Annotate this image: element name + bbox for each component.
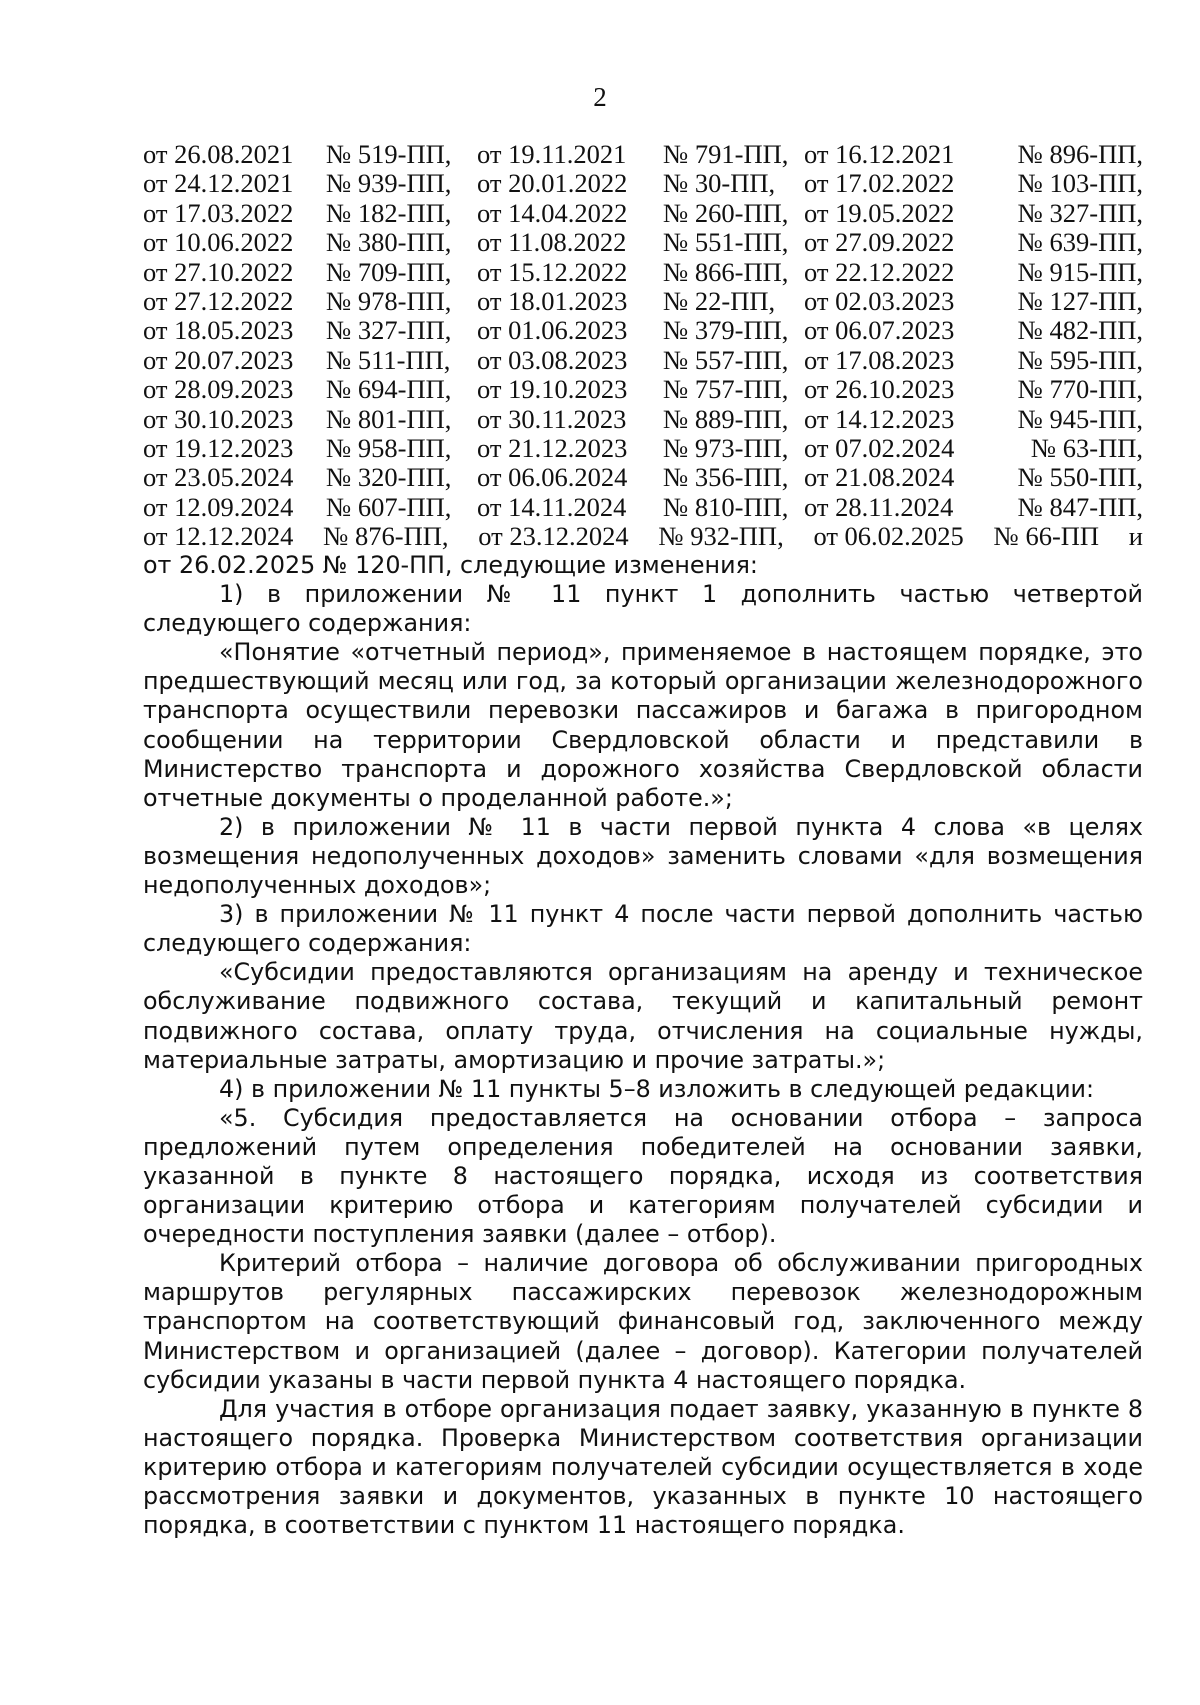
reference-number: № 103-ПП, — [1017, 168, 1143, 199]
reference-date: от 18.01.2023 — [477, 285, 628, 316]
resolution-reference-list — [143, 140, 1143, 551]
reference-number: № 482-ПП, — [1017, 315, 1143, 346]
reference-date: от 19.05.2022 — [804, 197, 955, 228]
reference-number: № 551-ПП, — [663, 227, 789, 258]
reference-number: № 945-ПП, — [1017, 403, 1143, 434]
reference-number: № 379-ПП, — [663, 315, 789, 346]
reference-date: от 11.08.2022 — [477, 227, 627, 258]
reference-row — [143, 169, 1143, 198]
reference-date: от 30.10.2023 — [143, 403, 294, 434]
reference-date: от 12.09.2024 — [143, 491, 294, 522]
reference-row — [143, 228, 1143, 257]
quoted-text: «Понятие «отчетный период», применяемое в настоящем порядке, это предшествующий месяц или год, за который организации железнодорожного транспорта осуществили перевозки пассажиров и багажа в пригородном сообщении на территории Свердловской области и представили в Министерство транспорта и дорожного хозяйства Свердловской области отчетные документы о проделанной работе.»; — [143, 638, 1143, 812]
reference-date: от 27.09.2022 — [804, 227, 955, 258]
reference-number: № 380-ПП, — [326, 227, 452, 258]
reference-number: № 327-ПП, — [1017, 197, 1143, 228]
reference-date: от 14.11.2024 — [477, 491, 627, 522]
reference-date: от 21.08.2024 — [804, 462, 955, 493]
quoted-text: «5. Субсидия предоставляется на основании отбора – запроса предложений путем определения победителей на основании заявки, указанной в пункте 8 настоящего порядка, исходя из соответствия организации критерию отбора и категориям получателей субсидии и очередности поступления заявки (далее – отбор). — [143, 1103, 1143, 1249]
reference-date: от 26.08.2021 — [143, 139, 294, 169]
reference-number: № 958-ПП, — [326, 432, 452, 463]
reference-row — [143, 140, 1143, 169]
amendment-item-3: 3) в приложении № 11 пункт 4 после части первой дополнить частью следующего содержания: — [143, 900, 1143, 958]
reference-date: от 01.06.2023 — [477, 315, 628, 346]
reference-date: от 16.12.2021 — [804, 139, 955, 169]
reference-date: от 12.12.2024 — [143, 521, 294, 552]
reference-number: № 896-ПП, — [1017, 139, 1143, 169]
reference-row — [143, 375, 1143, 404]
reference-date: от 14.12.2023 — [804, 403, 955, 434]
amendment-item-4: 4) в приложении № 11 пункты 5–8 изложить в следующей редакции: — [219, 1074, 1095, 1103]
reference-number: № 915-ПП, — [1017, 256, 1143, 287]
reference-number: № 182-ПП, — [326, 197, 452, 228]
reference-row-last — [143, 522, 1143, 551]
reference-date: от 02.03.2023 — [804, 285, 955, 316]
reference-row — [143, 493, 1143, 522]
reference-number: № 511-ПП, — [326, 344, 451, 375]
reference-date: от 07.02.2024 — [804, 432, 955, 463]
reference-date: от 17.02.2022 — [804, 168, 955, 199]
reference-date: от 21.12.2023 — [477, 432, 628, 463]
reference-row — [143, 199, 1143, 228]
reference-number: № 327-ПП, — [326, 315, 452, 346]
reference-number: № 876-ПП, — [323, 521, 449, 552]
reference-row — [143, 463, 1143, 492]
reference-row — [143, 316, 1143, 345]
reference-date: от 23.05.2024 — [143, 462, 294, 493]
reference-date: от 06.06.2024 — [477, 462, 628, 493]
page-number: 2 — [593, 82, 607, 112]
amendment-item-2: 2) в приложении № 11 в части первой пункта 4 слова «в целях возмещения недополученных доходов» заменить словами «для возмещения недополученных доходов»; — [143, 812, 1143, 900]
reference-number: № 63-ПП, — [1030, 432, 1143, 463]
reference-number: № 22-ПП, — [663, 285, 776, 316]
reference-number: № 810-ПП, — [663, 491, 789, 522]
reference-number: № 866-ПП, — [663, 256, 789, 287]
reference-number: № 801-ПП, — [326, 403, 452, 434]
reference-date: от 27.10.2022 — [143, 256, 294, 287]
reference-date: от 20.01.2022 — [477, 168, 628, 199]
reference-row — [143, 258, 1143, 287]
amendment-item-1: 1) в приложении № 11 пункт 1 дополнить частью четвертой следующего содержания: — [143, 580, 1143, 638]
quoted-text: «Субсидии предоставляются организациям на аренду и техническое обслуживание подвижного состава, текущий и капитальный ремонт подвижного состава, оплату труда, отчисления на социальные нужды, материальные затраты, амортизацию и прочие затраты.»; — [143, 958, 1143, 1074]
paragraph-continuation: от 26.02.2025 № 120-ПП, следующие изменения: — [143, 551, 758, 579]
reference-number: № 30-ПП, — [663, 168, 776, 199]
conjunction: и — [1128, 521, 1143, 552]
reference-date: от 17.03.2022 — [143, 197, 294, 228]
reference-number: № 550-ПП, — [1017, 462, 1143, 493]
reference-number: № 770-ПП, — [1017, 374, 1143, 405]
reference-number: № 607-ПП, — [326, 491, 452, 522]
reference-number: № 557-ПП, — [663, 344, 789, 375]
reference-date: от 24.12.2021 — [143, 168, 294, 199]
reference-number: № 639-ПП, — [1017, 227, 1143, 258]
reference-date: от 20.07.2023 — [143, 344, 294, 375]
reference-date: от 26.10.2023 — [804, 374, 955, 405]
reference-number: № 595-ПП, — [1017, 344, 1143, 375]
reference-number: № 519-ПП, — [326, 139, 452, 169]
reference-date: от 06.02.2025 — [813, 521, 964, 552]
reference-date: от 28.11.2024 — [804, 491, 954, 522]
reference-date: от 03.08.2023 — [477, 344, 628, 375]
reference-number: № 889-ПП, — [663, 403, 789, 434]
reference-number: № 694-ПП, — [326, 374, 452, 405]
reference-number: № 66-ПП — [993, 521, 1100, 552]
reference-number: № 791-ПП, — [663, 139, 789, 169]
reference-date: от 14.04.2022 — [477, 197, 628, 228]
reference-date: от 10.06.2022 — [143, 227, 294, 258]
reference-date: от 18.05.2023 — [143, 315, 294, 346]
reference-number: № 709-ПП, — [326, 256, 452, 287]
reference-date: от 06.07.2023 — [804, 315, 955, 346]
reference-date: от 27.12.2022 — [143, 285, 294, 316]
reference-date: от 17.08.2023 — [804, 344, 955, 375]
reference-number: № 932-ПП, — [658, 521, 784, 552]
reference-number: № 978-ПП, — [326, 285, 452, 316]
reference-date: от 22.12.2022 — [804, 256, 955, 287]
reference-number: № 260-ПП, — [663, 197, 789, 228]
reference-number: № 847-ПП, — [1017, 491, 1143, 522]
reference-date: от 19.12.2023 — [143, 432, 294, 463]
reference-row — [143, 287, 1143, 316]
reference-number: № 320-ПП, — [326, 462, 452, 493]
reference-number: № 127-ПП, — [1017, 285, 1143, 316]
reference-date: от 19.11.2021 — [477, 139, 627, 169]
reference-row — [143, 405, 1143, 434]
quoted-text: Критерий отбора – наличие договора об обслуживании пригородных маршрутов регулярных пассажирских перевозок железнодорожным транспортом на соответствующий финансовый год, заключенного между Министерством и организацией (далее – договор). Категории получателей субсидии указаны в части первой пункта 4 настоящего порядка. — [143, 1249, 1143, 1394]
reference-number: № 939-ПП, — [326, 168, 452, 199]
reference-row — [143, 434, 1143, 463]
reference-date: от 28.09.2023 — [143, 374, 294, 405]
reference-number: № 973-ПП, — [663, 432, 789, 463]
reference-row — [143, 346, 1143, 375]
reference-date: от 15.12.2022 — [477, 256, 628, 287]
document-body — [143, 551, 1143, 1540]
reference-date: от 30.11.2023 — [477, 403, 627, 434]
reference-date: от 23.12.2024 — [478, 521, 629, 552]
reference-date: от 19.10.2023 — [477, 374, 628, 405]
quoted-text: Для участия в отборе организация подает заявку, указанную в пункте 8 настоящего порядка. Проверка Министерством соответствия организации критерию отбора и категориям получателей субсидии осуществляется в ходе рассмотрения заявки и документов, указанных в пункте 10 настоящего порядка, в соответствии с пунктом 11 настоящего порядка. — [143, 1394, 1143, 1540]
reference-number: № 757-ПП, — [663, 374, 789, 405]
reference-number: № 356-ПП, — [663, 462, 789, 493]
